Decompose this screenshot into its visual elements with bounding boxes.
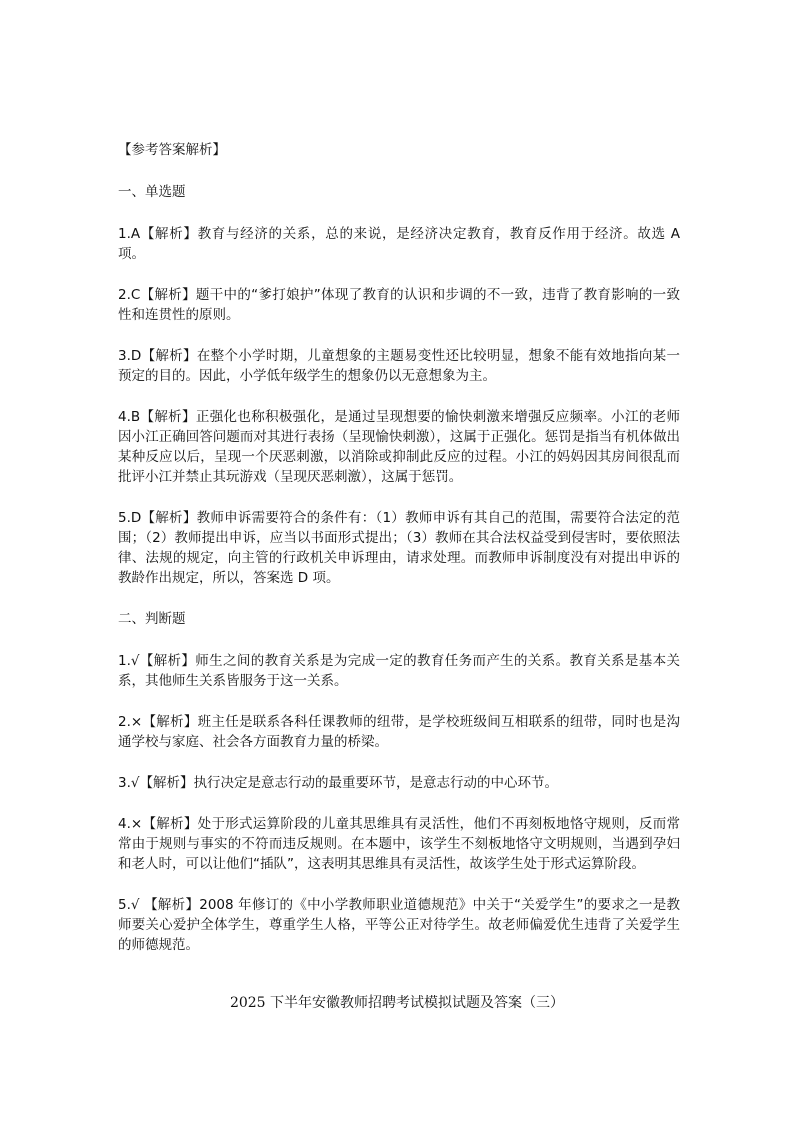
section-title-true-false: 二、判断题 (118, 611, 186, 627)
answer-explanation: 【解析】在整个小学时期，儿童想象的主题易变性还比较明显，想象不能有效地指向某一预定的目的。因此，小学低年级学生的想象仍以无意想象为主。 (118, 348, 680, 384)
answer-item (118, 895, 680, 955)
answer-item (118, 346, 680, 386)
answer-item (118, 712, 680, 752)
answer-item (118, 773, 680, 793)
answer-item (118, 407, 680, 487)
page-heading: 【参考答案解析】 (118, 142, 226, 158)
answer-number: 2.× (118, 714, 143, 730)
answer-number: 4.B (118, 409, 141, 425)
answer-explanation: 【解析】教育与经济的关系，总的来说，是经济决定教育，教育反作用于经济。故选 A 项。 (118, 226, 680, 262)
answer-number: 1.A (118, 226, 141, 242)
answer-item (118, 224, 680, 264)
page-footer-title: 2025 下半年安徽教师招聘考试模拟试题及答案（三） (229, 995, 565, 1011)
answer-explanation: 【解析】教师申诉需要符合的条件有：（1）教师申诉有其自己的范围，需要符合法定的范围；（2）教师提出申诉，应当以书面形式提出；（3）教师在其合法权益受到侵害时，要依照法律、法规的规定，向主管的行政机关申诉理由，请求处理。而教师申诉制度没有对提出申诉的教龄作出规定，所以，答案选 D 项。 (118, 510, 680, 586)
true-false-section (118, 609, 680, 955)
answer-item (118, 814, 680, 874)
answer-number: 4.× (118, 816, 143, 832)
answer-number: 5.D (118, 510, 142, 526)
single-choice-section (118, 182, 680, 588)
answer-explanation: 【解析】2008 年修订的《中小学教师职业道德规范》中关于“关爱学生”的要求之一是教师要关心爱护全体学生，尊重学生人格，平等公正对待学生。故老师偏爱优生违背了关爱学生的师德规范。 (118, 897, 680, 953)
answer-explanation: 【解析】题干中的“爹打娘护”体现了教育的认识和步调的不一致，违背了教育影响的一致性和连贯性的原则。 (118, 287, 680, 323)
answer-explanation: 【解析】正强化也称积极强化，是通过呈现想要的愉快刺激来增强反应频率。小江的老师因小江正确回答问题而对其进行表扬（呈现愉快刺激），这属于正强化。惩罚是指当有机体做出某种反应以后，呈现一个厌恶刺激，以消除或抑制此反应的过程。小江的妈妈因其房间很乱而批评小江并禁止其玩游戏（呈现厌恶刺激），这属于惩罚。 (118, 409, 680, 485)
answer-number: 2.C (118, 287, 141, 303)
answer-item (118, 508, 680, 588)
answer-item (118, 651, 680, 691)
answer-number: 5.√ (118, 897, 140, 913)
answer-number: 3.√ (118, 775, 140, 791)
answer-explanation: 【解析】师生之间的教育关系是为完成一定的教育任务而产生的关系。教育关系是基本关系，其他师生关系皆服务于这一关系。 (118, 653, 680, 689)
answer-number: 1.√ (118, 653, 140, 669)
answer-explanation: 【解析】处于形式运算阶段的儿童其思维具有灵活性，他们不再刻板地恪守规则，反而常常由于规则与事实的不符而违反规则。在本题中，该学生不刻板地恪守文明规则，当遇到孕妇和老人时，可以让他们“插队”，这表明其思维具有灵活性，故该学生处于形式运算阶段。 (118, 816, 680, 872)
answer-explanation: 【解析】执行决定是意志行动的最重要环节，是意志行动的中心环节。 (139, 775, 558, 791)
section-title-single-choice: 一、单选题 (118, 184, 186, 200)
answer-item (118, 285, 680, 325)
answer-explanation: 【解析】班主任是联系各科任课教师的纽带，是学校班级间互相联系的纽带，同时也是沟通学校与家庭、社会各方面教育力量的桥梁。 (118, 714, 680, 750)
answer-number: 3.D (118, 348, 142, 364)
answer-explanations (118, 140, 680, 976)
